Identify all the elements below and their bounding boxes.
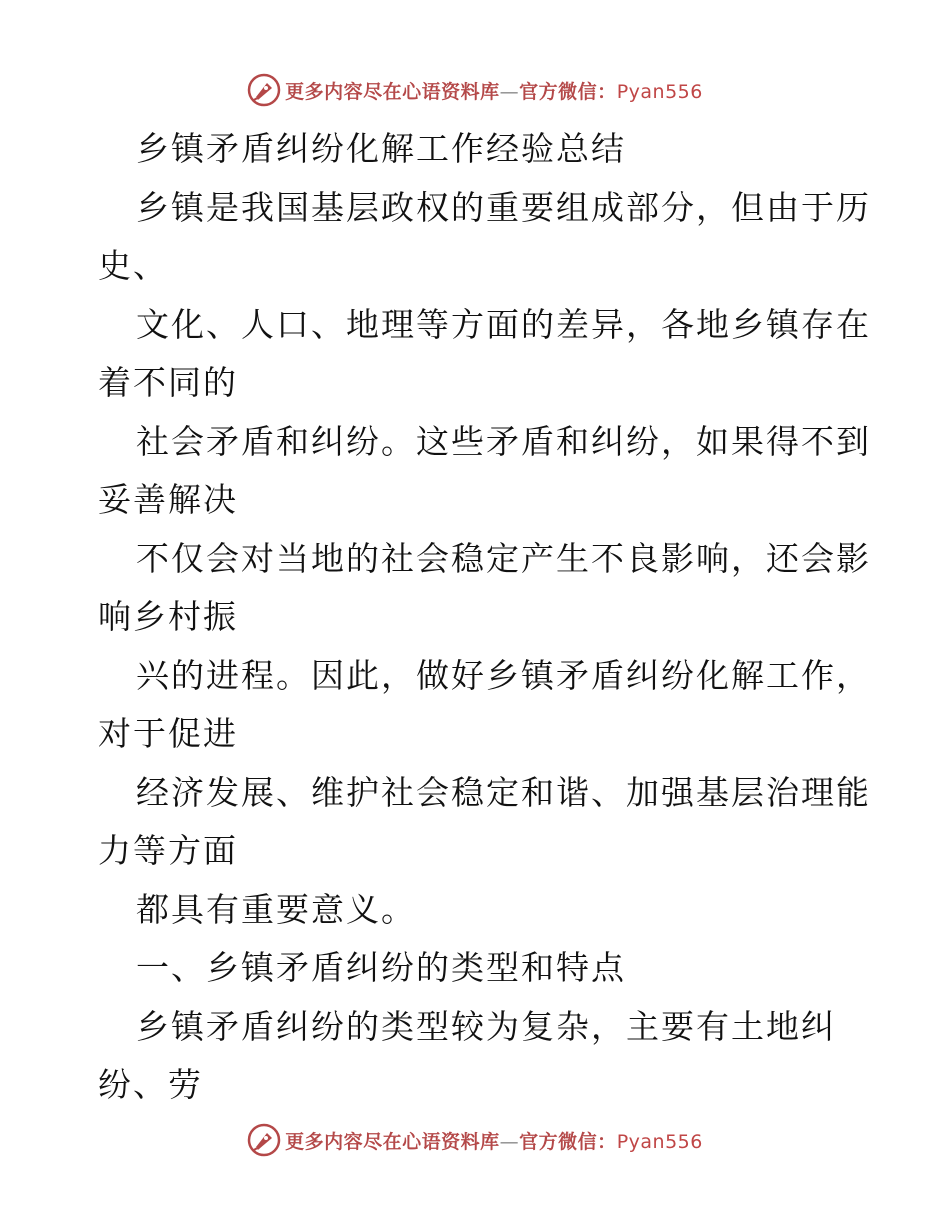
pen-nib-logo-icon bbox=[247, 73, 281, 107]
paragraph-line: 力等方面 bbox=[98, 831, 238, 870]
watermark-wechat-id: Pyan556 bbox=[616, 1130, 703, 1153]
document-body bbox=[98, 120, 871, 1115]
paragraph-line: 经济发展、维护社会稳定和谐、加强基层治理能 bbox=[136, 772, 871, 812]
watermark-wechat-label: 官方微信： bbox=[519, 80, 617, 103]
watermark-wechat-label: 官方微信： bbox=[519, 1130, 617, 1153]
document-title: 乡镇矛盾纠纷化解工作经验总结 bbox=[136, 129, 626, 168]
paragraph-line: 着不同的 bbox=[98, 363, 238, 402]
paragraph-line: 文化、人口、地理等方面的差异，各地乡镇存在 bbox=[136, 304, 871, 344]
watermark-title: 更多内容尽在心语资料库 bbox=[285, 80, 500, 103]
paragraph-line: 乡镇矛盾纠纷的类型较为复杂，主要有土地纠 bbox=[136, 1006, 836, 1046]
watermark-text bbox=[285, 77, 703, 104]
paragraph-line: 不仅会对当地的社会稳定产生不良影响，还会影 bbox=[136, 538, 871, 578]
footer-watermark bbox=[0, 1120, 950, 1160]
watermark-text bbox=[285, 1127, 703, 1154]
watermark-separator: — bbox=[499, 80, 520, 103]
section-heading: 一、乡镇矛盾纠纷的类型和特点 bbox=[136, 948, 626, 987]
pen-nib-logo-icon bbox=[247, 1123, 281, 1157]
paragraph-line: 纷、劳 bbox=[98, 1065, 203, 1104]
paragraph-line: 乡镇是我国基层政权的重要组成部分，但由于历 bbox=[136, 187, 871, 227]
paragraph-line: 都具有重要意义。 bbox=[136, 889, 416, 929]
paragraph-line: 对于促进 bbox=[98, 714, 238, 753]
paragraph-line: 社会矛盾和纠纷。这些矛盾和纠纷，如果得不到 bbox=[136, 421, 871, 461]
paragraph-line: 响乡村振 bbox=[98, 597, 238, 636]
watermark-wechat-id: Pyan556 bbox=[616, 80, 703, 103]
paragraph-line: 史、 bbox=[98, 246, 168, 285]
paragraph-line: 妥善解决 bbox=[98, 480, 238, 519]
watermark-title: 更多内容尽在心语资料库 bbox=[285, 1130, 500, 1153]
header-watermark bbox=[0, 70, 950, 110]
paragraph-line: 兴的进程。因此，做好乡镇矛盾纠纷化解工作， bbox=[136, 655, 871, 695]
watermark-separator: — bbox=[499, 1130, 520, 1153]
